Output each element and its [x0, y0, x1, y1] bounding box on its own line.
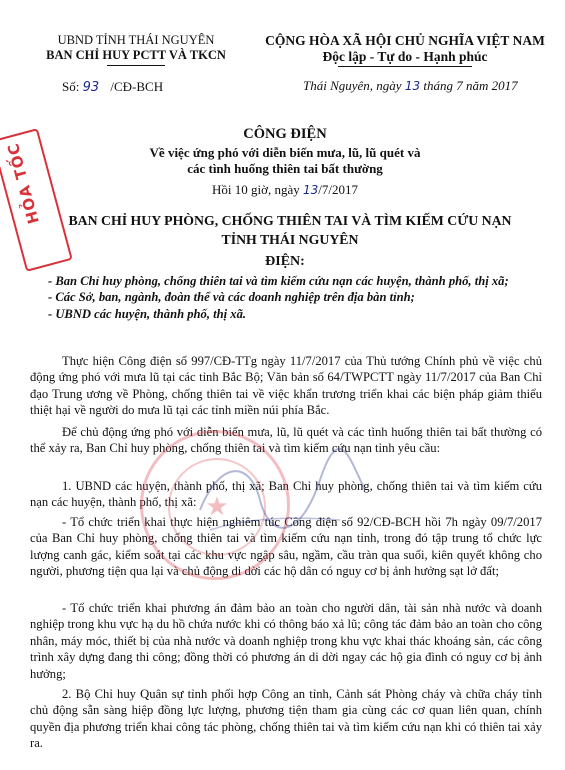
time-prefix: Hồi 10 giờ, ngày [211, 182, 300, 197]
body-paragraph-6: 2. Bộ Chỉ huy Quân sự tỉnh phối hợp Công an tỉnh, Cảnh sát Phòng cháy và chữa cháy tỉnh chủ động sẵn sàng hiệp đồng lực lượng, phương tiện tham gia cùng các cơ quan liên quan, chính quyền địa phương triển khai công tác phòng, chống thiên tai và tìm kiếm cứu nạn khi có thiên tai xảy ra. [30, 687, 542, 751]
date-prefix: Thái Nguyên, ngày [303, 78, 402, 93]
number-prefix: Số: [62, 79, 80, 94]
body-paragraph-3: 1. UBND các huyện, thành phố, thị xã; Ban Chỉ huy phòng, chống thiên tai và tìm kiếm cứu nạn các huyện, thành phố, thị xã: [30, 479, 542, 510]
subject-line-1: Về việc ứng phó với diễn biến mưa, lũ, lũ quét và [149, 145, 421, 160]
urgent-stamp-text: HỎA TỐC [3, 140, 43, 226]
body-paragraph-5: - Tổ chức triển khai phương án đảm bảo an toàn cho người dân, tài sản nhà nước và doanh nghiệp trong khu vực hạ du hồ chứa nước khi có thông báo xả lũ; công tác đảm bảo an toàn cho công nhân, máy móc, thiết bị của nhà nước và doanh nghiệp trong khu vực khai thác khoáng sản, các công trình xây dựng đang thi công; đồng thời có phương án di dời ngay các hộ gia đình có nguy cơ bị ảnh hưởng; [30, 601, 542, 681]
org-line-2: BAN CHỈ HUY PCTT VÀ TKCN [46, 48, 226, 62]
time-day: 13 [303, 183, 319, 197]
body-paragraph-2: Để chủ động ứng phó với diễn biến mưa, lũ, lũ quét và các tình huống thiên tai bất thường có thể xảy ra, Ban Chỉ huy phòng, chống thiên tai và tìm kiếm cứu nạn tỉnh yêu cầu: [30, 425, 542, 456]
national-motto: Độc lập - Tự do - Hạnh phúc [322, 49, 488, 64]
sender-line-1: BAN CHỈ HUY PHÒNG, CHỐNG THIÊN TAI VÀ TÌM KIẾM CỨU NẠN [68, 213, 512, 228]
org-line-1: UBND TỈNH THÁI NGUYÊN [57, 33, 215, 47]
sender-line-2: TỈNH THÁI NGUYÊN [221, 232, 359, 247]
urgent-stamp [0, 128, 73, 272]
document-subject [110, 145, 460, 177]
seal-star-icon: ★ [205, 492, 229, 521]
place-date [303, 78, 518, 94]
motto-rule [338, 66, 472, 67]
recipient-item: - Các Sở, ban, ngành, đoàn thể và các doanh nghiệp trên địa bàn tỉnh; [48, 290, 415, 305]
number-suffix: /CĐ-BCH [110, 79, 164, 94]
header-left-rule [107, 65, 165, 66]
issue-time [160, 182, 410, 198]
dien-label: ĐIỆN: [265, 254, 305, 269]
recipient-item: - UBND các huyện, thành phố, thị xã. [48, 306, 247, 321]
body-paragraph-1: Thực hiện Công điện số 997/CĐ-TTg ngày 11/7/2017 của Thủ tướng Chính phủ về việc chủ động ứng phó với mưa lũ tại các tỉnh Bắc Bộ; Văn bản số 64/TWPCTT ngày 11/7/2017 của Ban Chỉ đạo Trung ương về Phòng, chống thiên tai về việc khẩn trương triển khai các biện pháp giảm thiểu thiệt hại về người do mưa lũ tại các tỉnh miền núi phía Bắc. [30, 354, 542, 418]
date-suffix: tháng 7 năm 2017 [423, 78, 518, 93]
document-type: CÔNG ĐIỆN [243, 126, 327, 142]
recipients-list [48, 273, 548, 322]
signature [180, 420, 380, 580]
subject-line-2: các tình huống thiên tai bất thường [187, 161, 383, 176]
document-number [62, 79, 163, 95]
time-suffix: /7/2017 [318, 182, 359, 197]
recipient-item: - Ban Chỉ huy phòng, chống thiên tai và tìm kiếm cứu nạn các huyện, thành phố, thị xã; [48, 274, 509, 288]
national-header [250, 33, 560, 65]
issuing-authority [36, 33, 236, 63]
date-day: 13 [404, 79, 421, 93]
body-paragraph-4: - Tổ chức triển khai thực hiện nghiêm túc Công điện số 92/CĐ-BCH hồi 7h ngày 09/7/2017 của Ban Chỉ huy phòng, chống thiên tai và tìm kiếm cứu nạn tỉnh, trong đó tập trung tổ chức lực lượng canh gác, kiểm soát tại các khu vực ngập sâu, ngầm, cầu tràn qua suối, kiên quyết không cho người, phương tiện qua lại và chủ động di dời các hộ dân có nguy cơ bị ảnh hưởng sạt lở đất; [30, 515, 542, 579]
number-value: 93 [82, 80, 100, 95]
sender-block [40, 211, 540, 249]
nation-name: CỘNG HÒA XÃ HỘI CHỦ NGHĨA VIỆT NAM [265, 33, 545, 48]
